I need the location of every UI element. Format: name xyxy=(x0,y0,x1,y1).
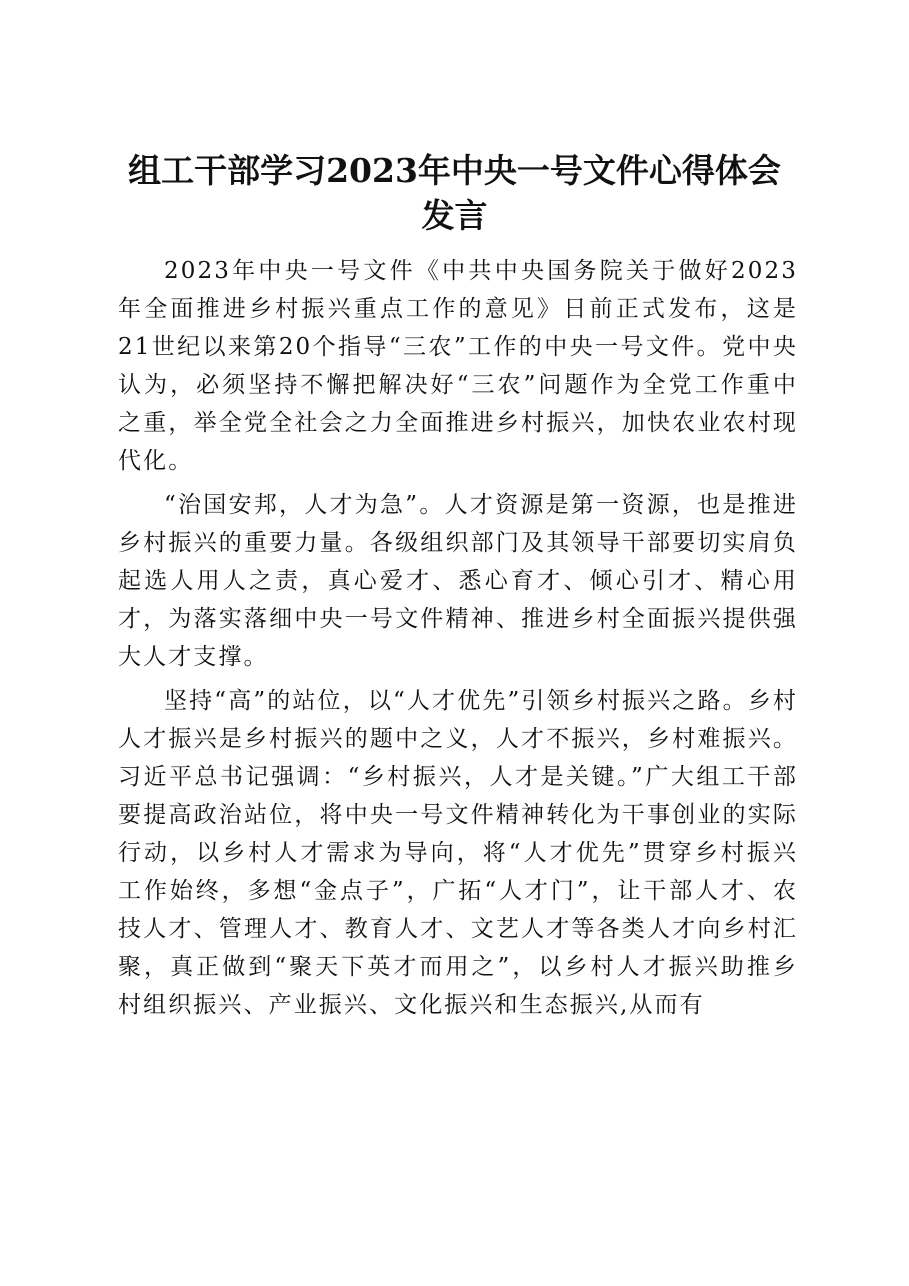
paragraph: 坚持“高”的站位，以“人才优先”引领乡村振兴之路。乡村人才振兴是乡村振兴的题中之义，人才不振兴，乡村难振兴。习近平总书记强调：“乡村振兴，人才是关键。”广大组工干部要提高政治站位，将中央一号文件精神转化为干事创业的实际行动，以乡村人才需求为导向，将“人才优先”贯穿乡村振兴工作始终，多想“金点子”，广拓“人才门”，让干部人才、农技人才、管理人才、教育人才、文艺人才等各类人才向乡村汇聚，真正做到“聚天下英才而用之”，以乡村人才振兴助推乡村组织振兴、产业振兴、文化振兴和生态振兴,从而有 xyxy=(118,688,798,1018)
document-body xyxy=(118,252,798,1030)
paragraph: 2023年中央一号文件《中共中央国务院关于做好2023年全面推进乡村振兴重点工作的意见》日前正式发布，这是21世纪以来第20个指导“三农”工作的中央一号文件。党中央认为，必须坚持不懈把解决好“三农”问题作为全党工作重中之重，举全党全社会之力全面推进乡村振兴，加快农业农村现代化。 xyxy=(118,258,798,474)
paragraph: “治国安邦，人才为急”。人才资源是第一资源，也是推进乡村振兴的重要力量。各级组织部门及其领导干部要切实肩负起选人用人之责，真心爱才、悉心育才、倾心引才、精心用才，为落实落细中央一号文件精神、推进乡村全面振兴提供强大人才支撑。 xyxy=(118,492,798,670)
document-title: 组工干部学习2023年中央一号文件心得体会发言 xyxy=(128,151,781,235)
